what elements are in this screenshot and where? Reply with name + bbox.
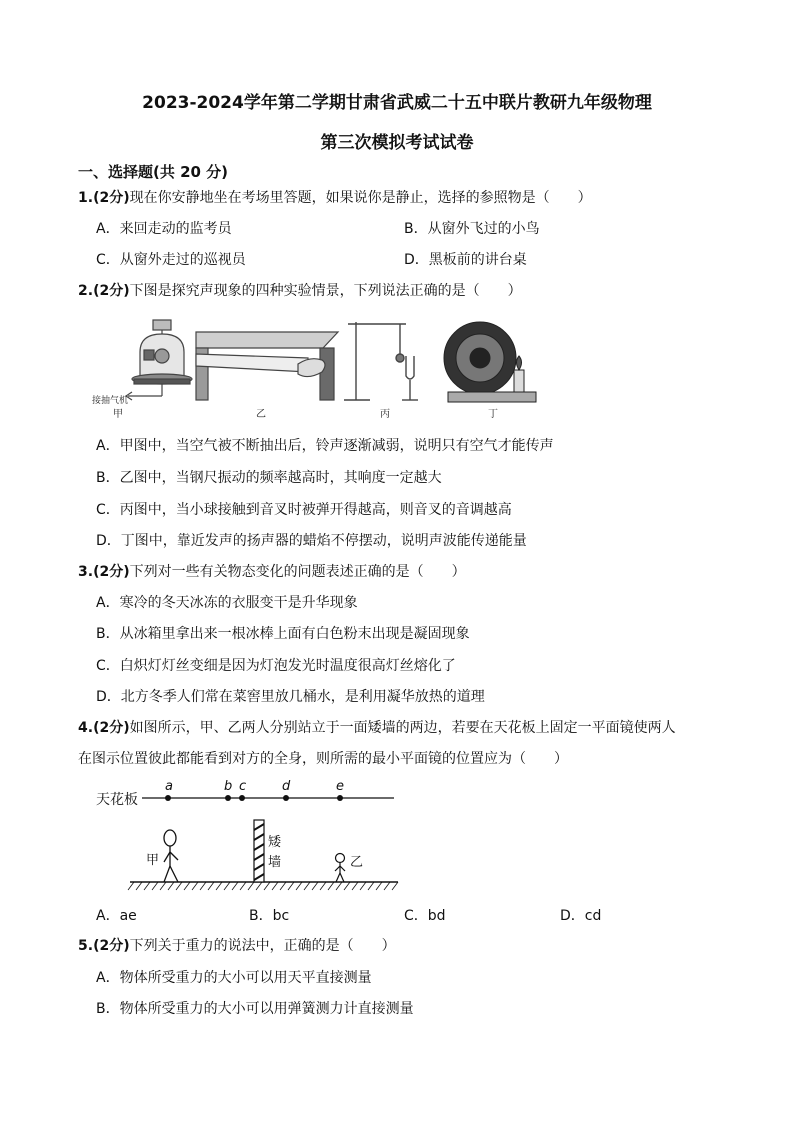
ground-hatching [128, 882, 398, 890]
question-score: (2分) [93, 564, 130, 580]
question-number: 4. [78, 720, 94, 736]
q2-option-a[interactable]: A．甲图中，当空气被不断抽出后，铃声逐渐减弱，说明只有空气才能传声 [96, 438, 554, 454]
q3-option-d[interactable]: D．北方冬季人们常在菜窖里放几桶水，是利用凝华放热的道理 [96, 689, 485, 705]
point-c: c [239, 779, 247, 794]
question-text: 下列关于重力的说法中，正确的是（ ） [129, 938, 396, 954]
question-number: 3. [78, 564, 94, 580]
point-a: a [165, 779, 173, 794]
point-d: d [282, 779, 291, 794]
fig-label-yi: 乙 [256, 409, 266, 420]
point-e: e [336, 779, 344, 794]
person-yi-icon [335, 854, 345, 883]
exam-title-line1: 2023-2024学年第二学期甘肃省武威二十五中联片教研九年级物理 [142, 93, 652, 113]
question-text: 如图所示，甲、乙两人分别站立于一面矮墙的两边，若要在天花板上固定一平面镜使两人 [129, 720, 676, 736]
q1-option-a[interactable]: A．来回走动的监考员 [96, 221, 232, 237]
bell-jar-icon [126, 320, 192, 400]
speaker-candle-icon [444, 322, 536, 402]
person-yi-label: 乙 [350, 855, 364, 870]
pump-label: 接抽气机 [92, 396, 129, 406]
fig-label-ding: 丁 [488, 409, 498, 420]
q3-option-a[interactable]: A．寒冷的冬天冰冻的衣服变干是升华现象 [96, 595, 358, 611]
point-b: b [224, 779, 233, 794]
question-score: (2分) [93, 283, 130, 299]
q4-option-b[interactable]: B．bc [249, 908, 290, 924]
question-number: 1. [78, 190, 94, 206]
tuning-fork-icon [344, 322, 418, 400]
exam-title-line2: 第三次模拟考试试卷 [320, 133, 474, 153]
question-number: 2. [78, 283, 94, 299]
ruler-on-table-icon [196, 332, 338, 400]
question-text: 下列对一些有关物态变化的问题表述正确的是（ ） [129, 564, 466, 580]
wall-label-2: 墙 [268, 855, 282, 870]
q5-option-a[interactable]: A．物体所受重力的大小可以用天平直接测量 [96, 970, 372, 986]
fig-label-jia: 甲 [113, 409, 123, 420]
section-heading: 一、选择题(共 20 分) [78, 163, 229, 181]
question-4-stem-cont: 在图示位置彼此都能看到对方的全身，则所需的最小平面镜的位置应为（ ） [78, 751, 568, 767]
question-5-stem [78, 935, 396, 955]
fig-label-bing: 丙 [380, 409, 390, 420]
question-number: 5. [78, 938, 94, 954]
ceiling-label: 天花板 [96, 792, 138, 808]
question-score: (2分) [93, 720, 130, 736]
q2-option-b[interactable]: B．乙图中，当钢尺振动的频率越高时，其响度一定越大 [96, 470, 442, 486]
question-4-stem [78, 717, 676, 737]
q1-option-b[interactable]: B．从窗外飞过的小鸟 [404, 221, 540, 237]
question-2-stem [78, 280, 522, 300]
person-jia-label: 甲 [146, 853, 160, 868]
question-text: 现在你安静地坐在考场里答题，如果说你是静止，选择的参照物是（ ） [129, 190, 592, 206]
question-score: (2分) [93, 190, 130, 206]
q2-option-d[interactable]: D．丁图中，靠近发声的扬声器的蜡焰不停摆动，说明声波能传递能量 [96, 533, 527, 549]
q3-option-c[interactable]: C．白炽灯灯丝变细是因为灯泡发光时温度很高灯丝熔化了 [96, 658, 456, 674]
q3-option-b[interactable]: B．从冰箱里拿出来一根冰棒上面有白色粉末出现是凝固现象 [96, 626, 470, 642]
q4-option-d[interactable]: D．cd [560, 908, 602, 924]
q4-option-a[interactable]: A．ae [96, 908, 137, 924]
q2-option-c[interactable]: C．丙图中，当小球接触到音叉时被弹开得越高，则音叉的音调越高 [96, 502, 512, 518]
q1-option-d[interactable]: D．黑板前的讲台桌 [404, 252, 527, 268]
q5-option-b[interactable]: B．物体所受重力的大小可以用弹簧测力计直接测量 [96, 1001, 414, 1017]
q2-figure [88, 312, 558, 424]
wall-label-1: 矮 [268, 835, 282, 850]
question-text: 下图是探究声现象的四种实验情景，下列说法正确的是（ ） [129, 283, 522, 299]
low-wall-icon [254, 820, 264, 882]
question-1-stem [78, 187, 592, 207]
person-jia-icon [164, 830, 178, 882]
q1-option-c[interactable]: C．从窗外走过的巡视员 [96, 252, 246, 268]
q4-figure [94, 776, 404, 896]
q4-option-c[interactable]: C．bd [404, 908, 446, 924]
question-score: (2分) [93, 938, 130, 954]
question-3-stem [78, 561, 466, 581]
